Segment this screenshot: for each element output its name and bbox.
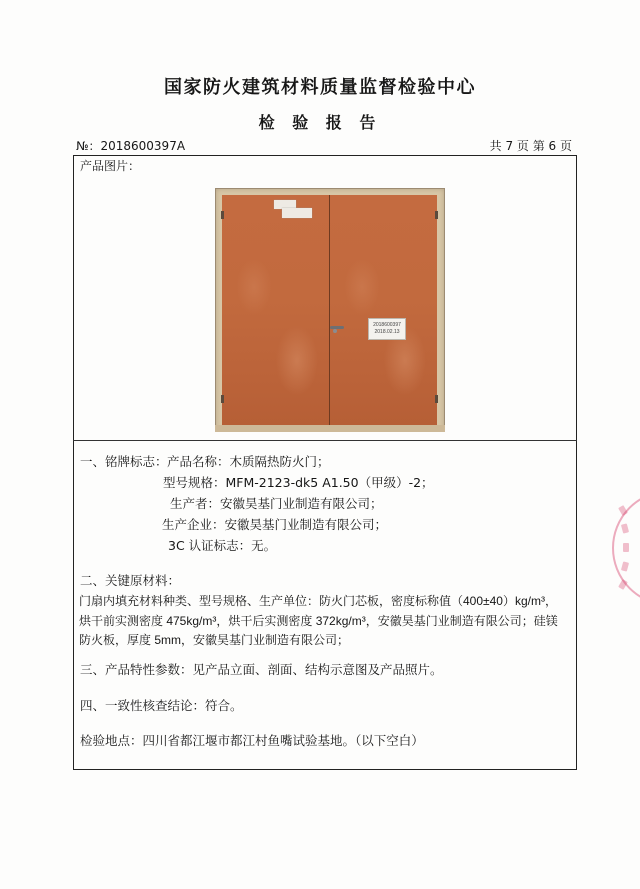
door-leaf-left xyxy=(222,195,329,425)
hinge xyxy=(221,395,224,403)
page-count: 共 7 页 第 6 页 xyxy=(489,139,572,153)
seal-glyph-mark xyxy=(618,579,628,590)
section2-line: 门扇内填充材料种类、型号规格、生产单位：防火门芯板，密度标称值（400±40）kg/m³， xyxy=(79,594,557,608)
paper-patch xyxy=(282,208,312,218)
field-product-name: 产品名称：木质隔热防火门； xyxy=(167,454,330,469)
photo-divider-line xyxy=(73,440,577,441)
product-photo-fire-door xyxy=(215,188,445,432)
section3-product-parameters: 三、产品特性参数：见产品立面、剖面、结构示意图及产品照片。 xyxy=(80,662,443,677)
org-title: 国家防火建筑材料质量监督检验中心 xyxy=(164,77,476,98)
section4-consistency-conclusion: 四、一致性核查结论：符合。 xyxy=(80,698,243,713)
sticker-date: 2018.02.13 xyxy=(374,329,400,335)
field-model-spec: 型号规格：MFM-2123-dk5 A1.50（甲级）-2； xyxy=(163,475,434,490)
door-leaves xyxy=(222,195,437,425)
seal-glyph-mark xyxy=(623,543,629,552)
official-seal-fragment xyxy=(606,488,640,610)
sticker-sample-number: 2018600397 xyxy=(373,322,401,328)
doc-title: 检 验 报 告 xyxy=(258,113,382,132)
door-frame-sill xyxy=(215,425,445,432)
door-lock xyxy=(333,329,337,333)
field-producer: 生产者：安徽昊基门业制造有限公司； xyxy=(170,496,383,511)
product-photo-label: 产品图片： xyxy=(80,159,141,173)
field-manufacturer: 生产企业：安徽昊基门业制造有限公司； xyxy=(162,517,388,532)
door-leaf-right xyxy=(330,195,437,425)
section2-line: 防火板，厚度 5mm，安徽昊基门业制造有限公司； xyxy=(79,633,350,647)
test-location: 检验地点：四川省都江堰市都江村鱼嘴试验基地。（以下空白） xyxy=(80,733,424,748)
hinge xyxy=(221,211,224,219)
section2-line: 烘干前实测密度 475kg/m³，烘干后实测密度 372kg/m³，安徽昊基门业制造有限公司；硅镁 xyxy=(79,614,558,628)
hinge xyxy=(435,211,438,219)
field-3c-mark: 3C 认证标志：无。 xyxy=(168,538,277,553)
report-number: №：2018600397A xyxy=(76,139,186,153)
door-sample-sticker xyxy=(368,318,406,340)
section1-heading: 一、铭牌标志： xyxy=(80,454,168,469)
door-handle xyxy=(330,326,344,329)
hinge xyxy=(435,395,438,403)
section2-heading: 二、关键原材料： xyxy=(80,573,181,588)
